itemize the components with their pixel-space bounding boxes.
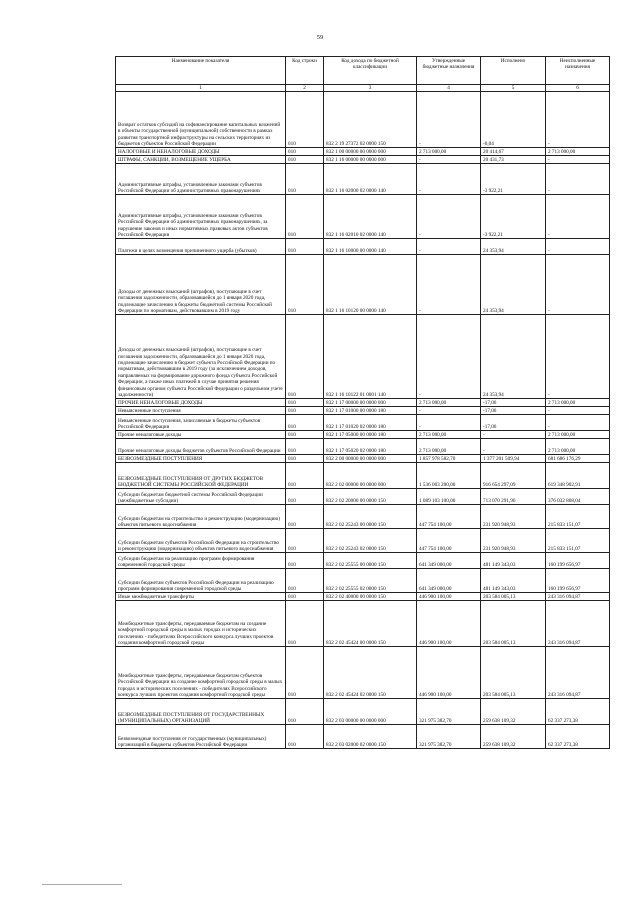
row-line-code: 010	[286, 463, 324, 489]
row-approved: 2 713 000,00	[417, 399, 481, 407]
row-approved: 1 536 003 200,00	[417, 463, 481, 489]
row-line-code: 010	[286, 439, 324, 455]
row-budget-code: 832 2 19 27372 02 0000 150	[324, 92, 417, 148]
row-name: Административные штрафы, установленные законами субъектов Российской Федерации об административных правонарушениях	[116, 164, 286, 195]
row-line-code: 010	[286, 699, 324, 725]
row-approved: 446 900 100,00	[417, 601, 481, 647]
row-budget-code: 832 2 02 25243 00 0000 150	[324, 505, 417, 529]
row-executed: -	[481, 431, 546, 439]
row-budget-code: 832 1 00 00000 00 0000 000	[324, 148, 417, 156]
row-executed: 24 353,94	[481, 255, 546, 315]
row-budget-code: 832 2 02 25243 02 0000 150	[324, 529, 417, 553]
row-executed: 481 149 343,03	[481, 569, 546, 593]
row-executed: -17,06	[481, 399, 546, 407]
row-budget-code: 832 2 02 25555 00 0000 150	[324, 553, 417, 569]
column-number: 5	[481, 85, 546, 92]
row-executed: 203 584 005,13	[481, 593, 546, 601]
row-unexecuted: 243 316 094,87	[546, 601, 610, 647]
row-budget-code: 832 2 02 45424 00 0000 150	[324, 601, 417, 647]
row-line-code: 010	[286, 407, 324, 415]
row-executed: 259 638 109,32	[481, 725, 546, 749]
row-approved: -	[417, 255, 481, 315]
row-line-code: 010	[286, 195, 324, 239]
row-approved: 1 857 978 582,70	[417, 455, 481, 463]
table-row	[116, 195, 610, 239]
row-budget-code: 832 1 17 05000 00 0000 180	[324, 431, 417, 439]
row-executed: 481 149 343,03	[481, 553, 546, 569]
row-budget-code: 832 1 16 02000 02 0000 140	[324, 164, 417, 195]
table-row	[116, 489, 610, 505]
row-budget-code: 832 2 02 25555 02 0000 150	[324, 569, 417, 593]
row-unexecuted: 160 199 656,97	[546, 553, 610, 569]
row-unexecuted: -	[546, 92, 610, 148]
row-name: Прочие неналоговые доходы	[116, 431, 286, 439]
table-row	[116, 601, 610, 647]
row-unexecuted: 62 337 273,38	[546, 699, 610, 725]
row-budget-code: 832 1 16 10000 00 0000 140	[324, 239, 417, 255]
row-name: НАЛОГОВЫЕ И НЕНАЛОГОВЫЕ ДОХОДЫ	[116, 148, 286, 156]
table-row	[116, 415, 610, 431]
row-budget-code: 832 2 02 00000 00 0000 000	[324, 463, 417, 489]
row-unexecuted: 2 713 000,00	[546, 148, 610, 156]
table-row	[116, 529, 610, 553]
table-row	[116, 463, 610, 489]
row-unexecuted: -	[546, 415, 610, 431]
table-row	[116, 455, 610, 463]
row-name: БЕЗВОЗМЕЗДНЫЕ ПОСТУПЛЕНИЯ ОТ ДРУГИХ БЮДЖЕТОВ БЮДЖЕТНОЙ СИСТЕМЫ РОССИЙСКОЙ ФЕДЕРАЦИИ	[116, 463, 286, 489]
table-row	[116, 255, 610, 315]
row-budget-code: 832 1 17 01000 00 0000 180	[324, 407, 417, 415]
row-unexecuted: -	[546, 255, 610, 315]
row-unexecuted: -	[546, 239, 610, 255]
row-unexecuted: 376 032 808,04	[546, 489, 610, 505]
row-name: Невыясненные поступления	[116, 407, 286, 415]
row-name: Субсидии бюджетам бюджетной системы Российской Федерации (межбюджетные субсидии)	[116, 489, 286, 505]
row-unexecuted: -	[546, 164, 610, 195]
row-unexecuted: 243 316 094,87	[546, 593, 610, 601]
row-approved: 321 975 382,70	[417, 725, 481, 749]
row-approved: 447 754 100,00	[417, 529, 481, 553]
row-unexecuted: 2 713 000,00	[546, 431, 610, 439]
table-row	[116, 569, 610, 593]
row-approved: 446 900 100,00	[417, 593, 481, 601]
row-line-code: 010	[286, 569, 324, 593]
row-executed: 24 353,94	[481, 315, 546, 399]
row-line-code: 010	[286, 431, 324, 439]
row-name: Доходы от денежных взысканий (штрафов), поступающие в счет погашения задолженности, образовавшейся до 1 января 2020 года, подлежащие зачислению в бюджет субъекта Российской Федерации по нормативам, действовавшим в 2019 году (за исключением доходов, направляемых на формирование дорожного фонда субъекта Российской Федерации, а также иных платежей в случае принятия решения финансовым органом субъекта Российской Федерации о раздельном учете задолженности)	[116, 315, 286, 399]
row-executed: 203 584 005,13	[481, 647, 546, 699]
column-number: 6	[546, 85, 610, 92]
row-line-code: 010	[286, 415, 324, 431]
row-name: Безвозмездные поступления от государственных (муниципальных) организаций в бюджеты субъектов Российской Федерации	[116, 725, 286, 749]
row-approved: 641 349 000,00	[417, 553, 481, 569]
row-line-code: 010	[286, 489, 324, 505]
row-executed: -17,06	[481, 407, 546, 415]
row-budget-code: 832 1 16 02010 02 0000 140	[324, 195, 417, 239]
table-row	[116, 315, 610, 399]
row-approved: -	[417, 92, 481, 148]
column-number: 1	[116, 85, 286, 92]
row-executed: -0,04	[481, 92, 546, 148]
row-unexecuted: 243 316 094,87	[546, 647, 610, 699]
row-name: Иные межбюджетные трансферты	[116, 593, 286, 601]
table-row	[116, 431, 610, 439]
row-budget-code: 832 2 03 00000 00 0000 000	[324, 699, 417, 725]
row-approved: 2 713 000,00	[417, 431, 481, 439]
row-line-code: 010	[286, 455, 324, 463]
column-number: 3	[324, 85, 417, 92]
row-executed: -3 922,21	[481, 195, 546, 239]
row-executed: 1 377 201 509,94	[481, 455, 546, 463]
row-unexecuted: 2 713 000,00	[546, 439, 610, 455]
row-name: Доходы от денежных взысканий (штрафов), поступающие в счет погашения задолженности, образовавшейся до 1 января 2020 года, подлежащие зачислению в бюджеты бюджетной системы Российской Федерации по нормативам, действовавшим в 2019 году	[116, 255, 286, 315]
row-name: БЕЗВОЗМЕЗДНЫЕ ПОСТУПЛЕНИЯ ОТ ГОСУДАРСТВЕННЫХ (МУНИЦИПАЛЬНЫХ) ОРГАНИЗАЦИЙ	[116, 699, 286, 725]
row-name: Субсидии бюджетам на строительство и реконструкцию (модернизацию) объектов питьевого водоснабжения	[116, 505, 286, 529]
row-approved: -	[417, 415, 481, 431]
column-number-row	[116, 85, 610, 92]
row-unexecuted: -	[546, 195, 610, 239]
row-name: ШТРАФЫ, САНКЦИИ, ВОЗМЕЩЕНИЕ УЩЕРБА	[116, 156, 286, 164]
table-row	[116, 647, 610, 699]
row-approved: -	[417, 315, 481, 399]
header-budget-code: Код дохода по бюджетной классификации	[324, 57, 417, 85]
row-line-code: 010	[286, 553, 324, 569]
table-row	[116, 156, 610, 164]
row-unexecuted: 215 833 151,07	[546, 505, 610, 529]
header-approved: Утвержденные бюджетные назначения	[417, 57, 481, 85]
row-budget-code: 832 1 16 00000 00 0000 000	[324, 156, 417, 164]
row-executed: 24 353,94	[481, 239, 546, 255]
table-row	[116, 399, 610, 407]
header-executed: Исполнено	[481, 57, 546, 85]
row-line-code: 010	[286, 148, 324, 156]
row-budget-code: 832 1 16 10120 00 0000 140	[324, 255, 417, 315]
row-line-code: 010	[286, 315, 324, 399]
row-approved: -	[417, 156, 481, 164]
row-unexecuted: 62 337 273,38	[546, 725, 610, 749]
row-line-code: 010	[286, 725, 324, 749]
row-budget-code: 832 2 03 02000 02 0000 150	[324, 725, 417, 749]
row-unexecuted: 2 713 000,00	[546, 399, 610, 407]
table-row	[116, 239, 610, 255]
row-name: Межбюджетные трансферты, передаваемые бюджетам на создание комфортной городской среды в малых городах и исторических поселениях - победителях Всероссийского конкурса лучших проектов создания комфортной городской среды	[116, 601, 286, 647]
row-line-code: 010	[286, 399, 324, 407]
header-name: Наименование показателя	[116, 57, 286, 85]
row-approved: 2 713 000,00	[417, 439, 481, 455]
row-budget-code: 832 2 00 00000 00 0000 000	[324, 455, 417, 463]
row-budget-code: 832 1 17 01020 02 0000 180	[324, 415, 417, 431]
row-line-code: 010	[286, 505, 324, 529]
table-row	[116, 407, 610, 415]
column-number: 2	[286, 85, 324, 92]
row-name: Субсидии бюджетам на реализацию программ формирования современной городской среды	[116, 553, 286, 569]
row-executed: 259 638 109,32	[481, 699, 546, 725]
row-name: Платежи в целях возмещения причиненного ущерба (убытков)	[116, 239, 286, 255]
row-unexecuted: -	[546, 407, 610, 415]
row-name: Административные штрафы, установленные законами субъектов Российской Федерации об административных правонарушениях, за нарушение законов и иных нормативных правовых актов субъектов Российской Федерации	[116, 195, 286, 239]
row-approved: 447 754 100,00	[417, 505, 481, 529]
row-unexecuted: 619 348 902,91	[546, 463, 610, 489]
row-executed: 231 920 948,93	[481, 529, 546, 553]
row-unexecuted: 215 833 151,07	[546, 529, 610, 553]
row-approved: 446 900 100,00	[417, 647, 481, 699]
page-number: 59	[316, 34, 324, 41]
row-unexecuted: 681 686 176,29	[546, 455, 610, 463]
header-unexecuted: Неисполненные назначения	[546, 57, 610, 85]
row-budget-code: 832 2 02 20000 00 0000 150	[324, 489, 417, 505]
row-executed: 916 654 297,09	[481, 463, 546, 489]
row-line-code: 010	[286, 255, 324, 315]
row-name: Межбюджетные трансферты, передаваемые бюджетам субъектов Российской Федерации на создание комфортной городской среды в малых городах и исторических поселениях - победителях Всероссийского конкурса лучших проектов создания комфортной городской среды	[116, 647, 286, 699]
row-executed: -17,06	[481, 415, 546, 431]
table-row	[116, 439, 610, 455]
row-approved: 2 713 000,00	[417, 148, 481, 156]
row-budget-code: 832 1 17 00000 00 0000 000	[324, 399, 417, 407]
header-line-code: Код строки	[286, 57, 324, 85]
row-line-code: 010	[286, 529, 324, 553]
row-approved: -	[417, 239, 481, 255]
row-approved: 1 089 103 100,00	[417, 489, 481, 505]
row-approved: -	[417, 407, 481, 415]
table-row	[116, 553, 610, 569]
row-budget-code: 832 2 02 40000 00 0000 150	[324, 593, 417, 601]
table-body	[116, 92, 610, 749]
row-executed: 713 070 291,96	[481, 489, 546, 505]
row-unexecuted: -	[546, 156, 610, 164]
row-approved: 321 975 382,70	[417, 699, 481, 725]
row-approved: -	[417, 195, 481, 239]
row-line-code: 010	[286, 593, 324, 601]
row-executed: 20 414,67	[481, 148, 546, 156]
row-budget-code: 832 2 02 45424 02 0000 150	[324, 647, 417, 699]
row-budget-code: 832 1 16 10122 01 0001 140	[324, 315, 417, 399]
row-line-code: 010	[286, 601, 324, 647]
row-name: БЕЗВОЗМЕЗДНЫЕ ПОСТУПЛЕНИЯ	[116, 455, 286, 463]
table-row	[116, 505, 610, 529]
footer-divider	[42, 884, 122, 885]
row-name: Невыясненные поступления, зачисляемые в бюджеты субъектов Российской Федерации	[116, 415, 286, 431]
row-executed: 20 431,73	[481, 156, 546, 164]
row-line-code: 010	[286, 239, 324, 255]
table-row	[116, 92, 610, 148]
column-number: 4	[417, 85, 481, 92]
row-approved: 641 349 000,00	[417, 569, 481, 593]
row-line-code: 010	[286, 164, 324, 195]
table-row	[116, 593, 610, 601]
row-budget-code: 832 1 17 05020 02 0000 180	[324, 439, 417, 455]
row-line-code: 010	[286, 92, 324, 148]
row-executed: 203 584 005,13	[481, 601, 546, 647]
row-executed: 231 920 948,93	[481, 505, 546, 529]
row-approved: -	[417, 164, 481, 195]
row-name: Прочие неналоговые доходы бюджетов субъектов Российской Федерации	[116, 439, 286, 455]
table-row	[116, 725, 610, 749]
row-name: ПРОЧИЕ НЕНАЛОГОВЫЕ ДОХОДЫ	[116, 399, 286, 407]
budget-revenue-table	[115, 56, 610, 749]
row-name: Возврат остатков субсидий на софинансирование капитальных вложений в объекты государственной (муниципальной) собственности в рамках развития транспортной инфраструктуры на сельских территориях из бюджетов субъектов Российской Федерации	[116, 92, 286, 148]
row-executed: -3 922,21	[481, 164, 546, 195]
table-header-row	[116, 57, 610, 85]
table-row	[116, 164, 610, 195]
table-row	[116, 148, 610, 156]
row-line-code: 010	[286, 156, 324, 164]
row-unexecuted: -	[546, 315, 610, 399]
row-unexecuted: 160 199 656,97	[546, 569, 610, 593]
row-name: Субсидии бюджетам субъектов Российской Федерации на строительство и реконструкцию (модернизацию) объектов питьевого водоснабжения	[116, 529, 286, 553]
row-executed: -	[481, 439, 546, 455]
table-row	[116, 699, 610, 725]
row-line-code: 010	[286, 647, 324, 699]
row-name: Субсидии бюджетам субъектов Российской Федерации на реализацию программ формирования современной городской среды	[116, 569, 286, 593]
